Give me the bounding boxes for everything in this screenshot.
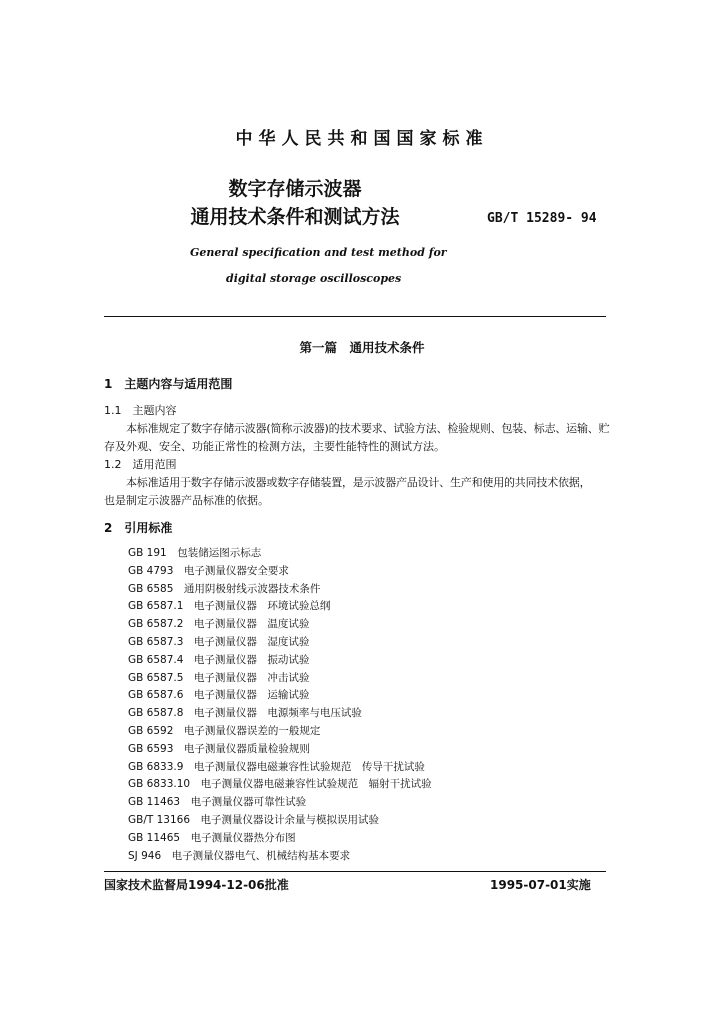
section1-2-text-line2: 也是制定示波器产品标准的依据。 (104, 494, 269, 507)
reference-item: GB 6592 电子测量仪器误差的一般规定 (128, 725, 321, 737)
section1-2-text-line1: 本标准适用于数字存储示波器或数字存储装置，是示波器产品设计、生产和使用的共同技术依据， (126, 476, 591, 489)
reference-item: GB 6587.8 电子测量仪器 电源频率与电压试验 (128, 707, 362, 720)
reference-item: GB 11465 电子测量仪器热分布图 (128, 831, 296, 844)
reference-item: GB 6587.1 电子测量仪器 环境试验总纲 (128, 600, 331, 613)
reference-item: GB 4793 电子测量仪器安全要求 (128, 564, 289, 577)
section2-heading: 2 引用标准 (104, 521, 173, 535)
section1-1-heading: 1.1 主题内容 (104, 404, 177, 417)
approval-date: 国家技术监督局1994-12-06批准 (104, 878, 289, 892)
reference-item: GB 6587.3 电子测量仪器 湿度试验 (128, 636, 310, 648)
document-title-line2: 通用技术条件和测试方法 (190, 206, 400, 228)
part-title: 第一篇 通用技术条件 (299, 340, 425, 355)
footer-divider (104, 871, 606, 872)
section1-2-heading: 1.2 适用范围 (104, 458, 177, 471)
reference-item: GB 6587.4 电子测量仪器 振动试验 (128, 653, 310, 666)
english-title-line2: digital storage oscilloscopes (226, 272, 402, 285)
reference-item: GB 6833.9 电子测量仪器电磁兼容性试验规范 传导干扰试验 (128, 760, 425, 773)
implementation-date: 1995-07-01实施 (490, 878, 591, 892)
national-standard-heading: 中华人民共和国国家标准 (235, 129, 489, 149)
reference-item: GB 6587.5 电子测量仪器 冲击试验 (128, 671, 310, 684)
english-title-line1: General specification and test method for (190, 246, 447, 259)
section1-heading: 1 主题内容与适用范围 (104, 377, 233, 391)
reference-item: GB 6587.2 电子测量仪器 温度试验 (128, 618, 310, 631)
section1-1-text-line1: 本标准规定了数字存储示波器(简称示波器)的技术要求、试验方法、检验规则、包装、标志、运输、贮 (126, 422, 610, 435)
standard-number: GB/T 15289- 94 (487, 211, 597, 226)
header-divider (104, 316, 606, 317)
section1-1-text-line2: 存及外观、安全、功能正常性的检测方法，主要性能特性的测试方法。 (104, 440, 445, 453)
reference-item: SJ 946 电子测量仪器电气、机械结构基本要求 (128, 849, 351, 862)
reference-item: GB/T 13166 电子测量仪器设计余量与模拟误用试验 (128, 814, 380, 826)
reference-item: GB 11463 电子测量仪器可靠性试验 (128, 796, 307, 809)
reference-item: GB 6587.6 电子测量仪器 运输试验 (128, 689, 310, 702)
reference-item: GB 191 包装储运图示标志 (128, 547, 262, 559)
reference-item: GB 6593 电子测量仪器质量检验规则 (128, 742, 310, 755)
reference-item: GB 6585 通用阴极射线示波器技术条件 (128, 582, 321, 595)
document-title-line1: 数字存储示波器 (228, 178, 362, 200)
reference-item: GB 6833.10 电子测量仪器电磁兼容性试验规范 辐射干扰试验 (128, 778, 432, 791)
